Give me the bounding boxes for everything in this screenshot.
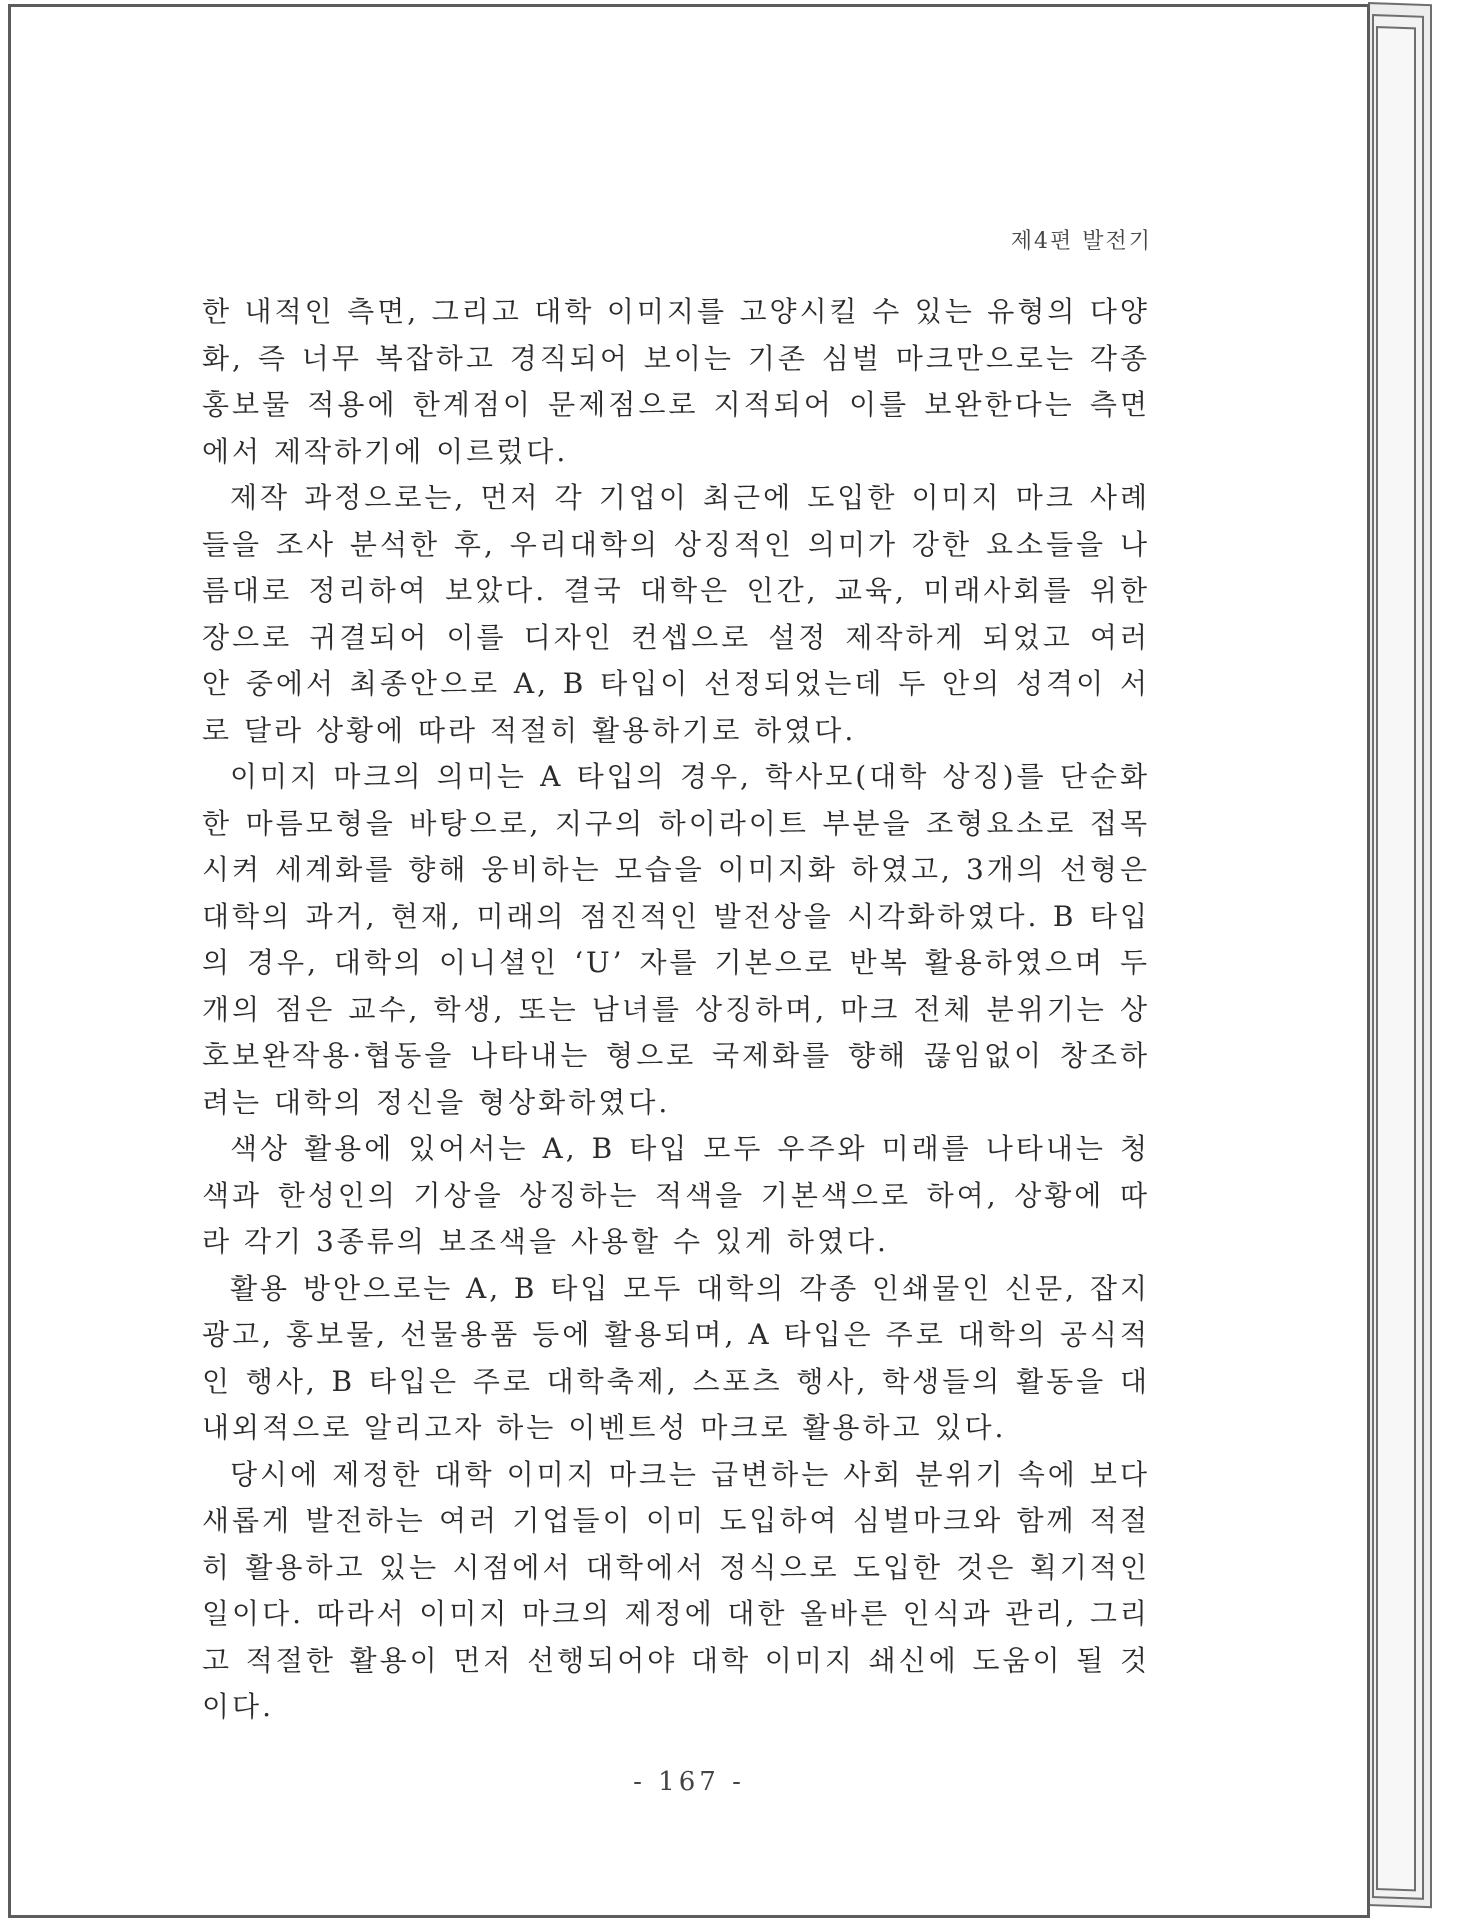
body-text	[202, 289, 1150, 1731]
running-header: 제4편 발전기	[1010, 229, 1152, 254]
document-page	[8, 4, 1370, 1918]
page-edge-stack	[1376, 26, 1416, 1891]
paragraph: 색상 활용에 있어서는 A, B 타입 모두 우주와 미래를 나타내는 청색과 한성인의 기상을 상징하는 적색을 기본색으로 하여, 상황에 따라 각기 3종류의 보조색을 사용할 수 있게 하였다.	[202, 1132, 1150, 1258]
paragraph: 한 내적인 측면, 그리고 대학 이미지를 고양시킬 수 있는 유형의 다양화, 즉 너무 복잡하고 경직되어 보이는 기존 심벌 마크만으로는 각종 홍보물 적용에 한계점이 문제점으로 지적되어 이를 보완한다는 측면에서 제작하기에 이르렀다.	[202, 295, 1150, 468]
paragraph: 당시에 제정한 대학 이미지 마크는 급변하는 사회 분위기 속에 보다 새롭게 발전하는 여러 기업들이 이미 도입하여 심벌마크와 함께 적절히 활용하고 있는 시점에서 대학에서 정식으로 도입한 것은 획기적인 일이다. 따라서 이미지 마크의 제정에 대한 올바른 인식과 관리, 그리고 적절한 활용이 먼저 선행되어야 대학 이미지 쇄신에 도움이 될 것이다.	[202, 1457, 1150, 1723]
page-number: - 167 -	[633, 1767, 745, 1797]
paragraph: 제작 과정으로는, 먼저 각 기업이 최근에 도입한 이미지 마크 사례들을 조사 분석한 후, 우리대학의 상징적인 의미가 강한 요소들을 나름대로 정리하여 보았다. 결국 대학은 인간, 교육, 미래사회를 위한 장으로 귀결되어 이를 디자인 컨셉으로 설정 제작하게 되었고 여러 안 중에서 최종안으로 A, B 타입이 선정되었는데 두 안의 성격이 서로 달라 상황에 따라 적절히 활용하기로 하였다.	[202, 481, 1150, 747]
paragraph: 활용 방안으로는 A, B 타입 모두 대학의 각종 인쇄물인 신문, 잡지광고, 홍보물, 선물용품 등에 활용되며, A 타입은 주로 대학의 공식적인 행사, B 타입은 주로 대학축제, 스포츠 행사, 학생들의 활동을 대내외적으로 알리고자 하는 이벤트성 마크로 활용하고 있다.	[202, 1271, 1150, 1444]
paragraph: 이미지 마크의 의미는 A 타입의 경우, 학사모(대학 상징)를 단순화한 마름모형을 바탕으로, 지구의 하이라이트 부분을 조형요소로 접목시켜 세계화를 향해 웅비하는 모습을 이미지화 하였고, 3개의 선형은 대학의 과거, 현재, 미래의 점진적인 발전상을 시각화하였다. B 타입의 경우, 대학의 이니셜인 ‘U’ 자를 기본으로 반복 활용하였으며 두 개의 점은 교수, 학생, 또는 남녀를 상징하며, 마크 전체 분위기는 상호보완작용·협동을 나타내는 형으로 국제화를 향해 끊임없이 창조하려는 대학의 정신을 형상화하였다.	[202, 760, 1150, 1119]
